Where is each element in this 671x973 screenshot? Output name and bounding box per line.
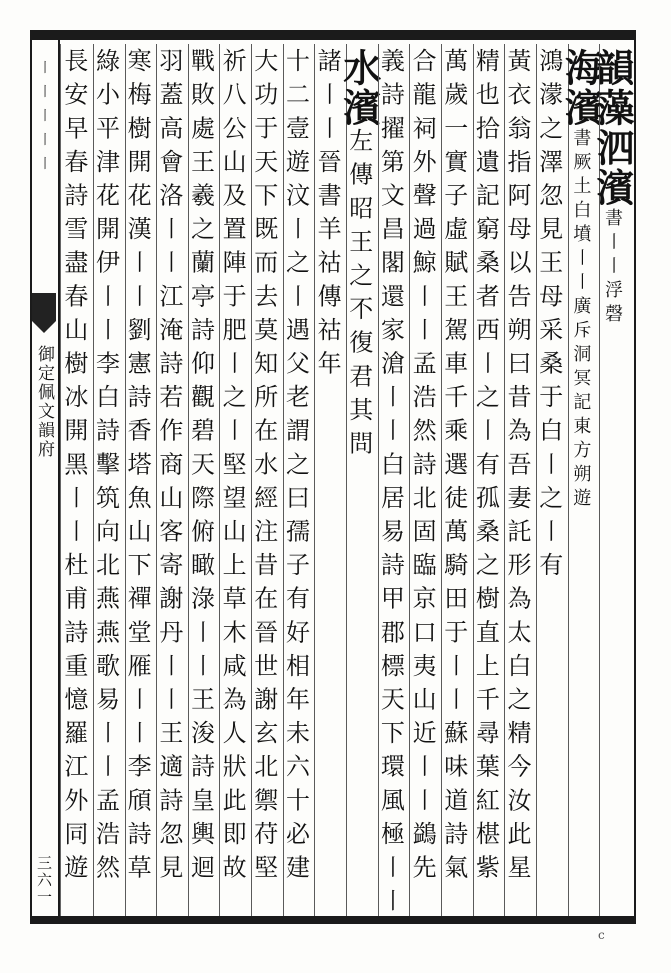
headword: 水濱: [336, 48, 382, 128]
column-text: 戰敗處王羲之蘭亭詩仰觀碧天際俯瞰淥〡〡王浚詩皇輿迴: [186, 48, 215, 888]
margin-page-number: 三六一: [35, 855, 53, 906]
frame-bottom-border: [30, 918, 636, 924]
column-text: 祈八公山及置陣于肥〡之〡堅望山上草木咸為人狀此即故: [218, 48, 247, 888]
column-text: 鴻濛之澤忽見王母采桑于白〡之〡有: [534, 48, 563, 586]
column-text: 萬歲一實子虛賦王駕車千乘選徒萬騎田于〡〡蘇味道詩氣: [439, 48, 468, 888]
column-text: 大功于天下既而去莫知所在水經注昔在晉世謝玄北禦苻堅: [249, 48, 278, 888]
corner-mark: c: [598, 928, 605, 942]
margin-book-title: 御定佩文韻府: [34, 345, 54, 459]
column-text: 合龍祠外聲過鯨〡〡孟浩然詩北固臨京口夷山近〡〡鷁先: [408, 48, 437, 888]
headword: 泗濱: [590, 128, 635, 208]
text-body: [59, 44, 635, 922]
headword: 海濱: [558, 48, 604, 128]
column-text: 諸〡〡晉書羊祜傳祜年: [313, 48, 342, 384]
fishtail-mark: [32, 293, 56, 321]
column-text: 綠小平津花開伊〡〡李白詩擊筑向北燕燕歌易〡〡孟浩然: [91, 48, 120, 888]
column-text: 義詩擢第文昌閣還家滄〡〡白居易詩甲郡標天下環風極〡〡: [376, 48, 405, 922]
margin-ticks: 〡〡〡〡〡: [36, 60, 52, 180]
headword: 韻藻: [590, 48, 635, 128]
annotation: 書厥土白墳〡〡廣斥洞冥記東方朔遊: [570, 128, 592, 512]
text-column-1: [590, 44, 635, 916]
column-text: 羽蓋高會洛〡〡江淹詩若作商山客寄謝丹〡〡王適詩忽見: [154, 48, 183, 888]
annotation: 書〡〡浮磬: [602, 208, 623, 328]
frame-top-border: [30, 30, 636, 38]
column-text: 寒梅樹開花漢〡〡劉憲詩香塔魚山下禪堂雁〡〡李頎詩草: [123, 48, 152, 888]
text-columns: [59, 44, 635, 922]
column-text: 黃衣翁指阿母以告朔曰昔為吾妻託形為太白之精今汝此星: [503, 48, 532, 888]
column-text: 左傳昭王之不復君其問: [344, 128, 373, 464]
column-text: 精也拾遺記窮桑者西〡之〡有孤桑之樹直上千尋葉紅椹紫: [471, 48, 500, 888]
column-text: 長安早春詩雪盡春山樹冰開黑〡〡杜甫詩重憶羅江外同遊: [59, 48, 88, 888]
column-text: 十二壹遊汶〡之〡遇父老謂之曰孺子有好相年未六十必建: [281, 48, 310, 888]
